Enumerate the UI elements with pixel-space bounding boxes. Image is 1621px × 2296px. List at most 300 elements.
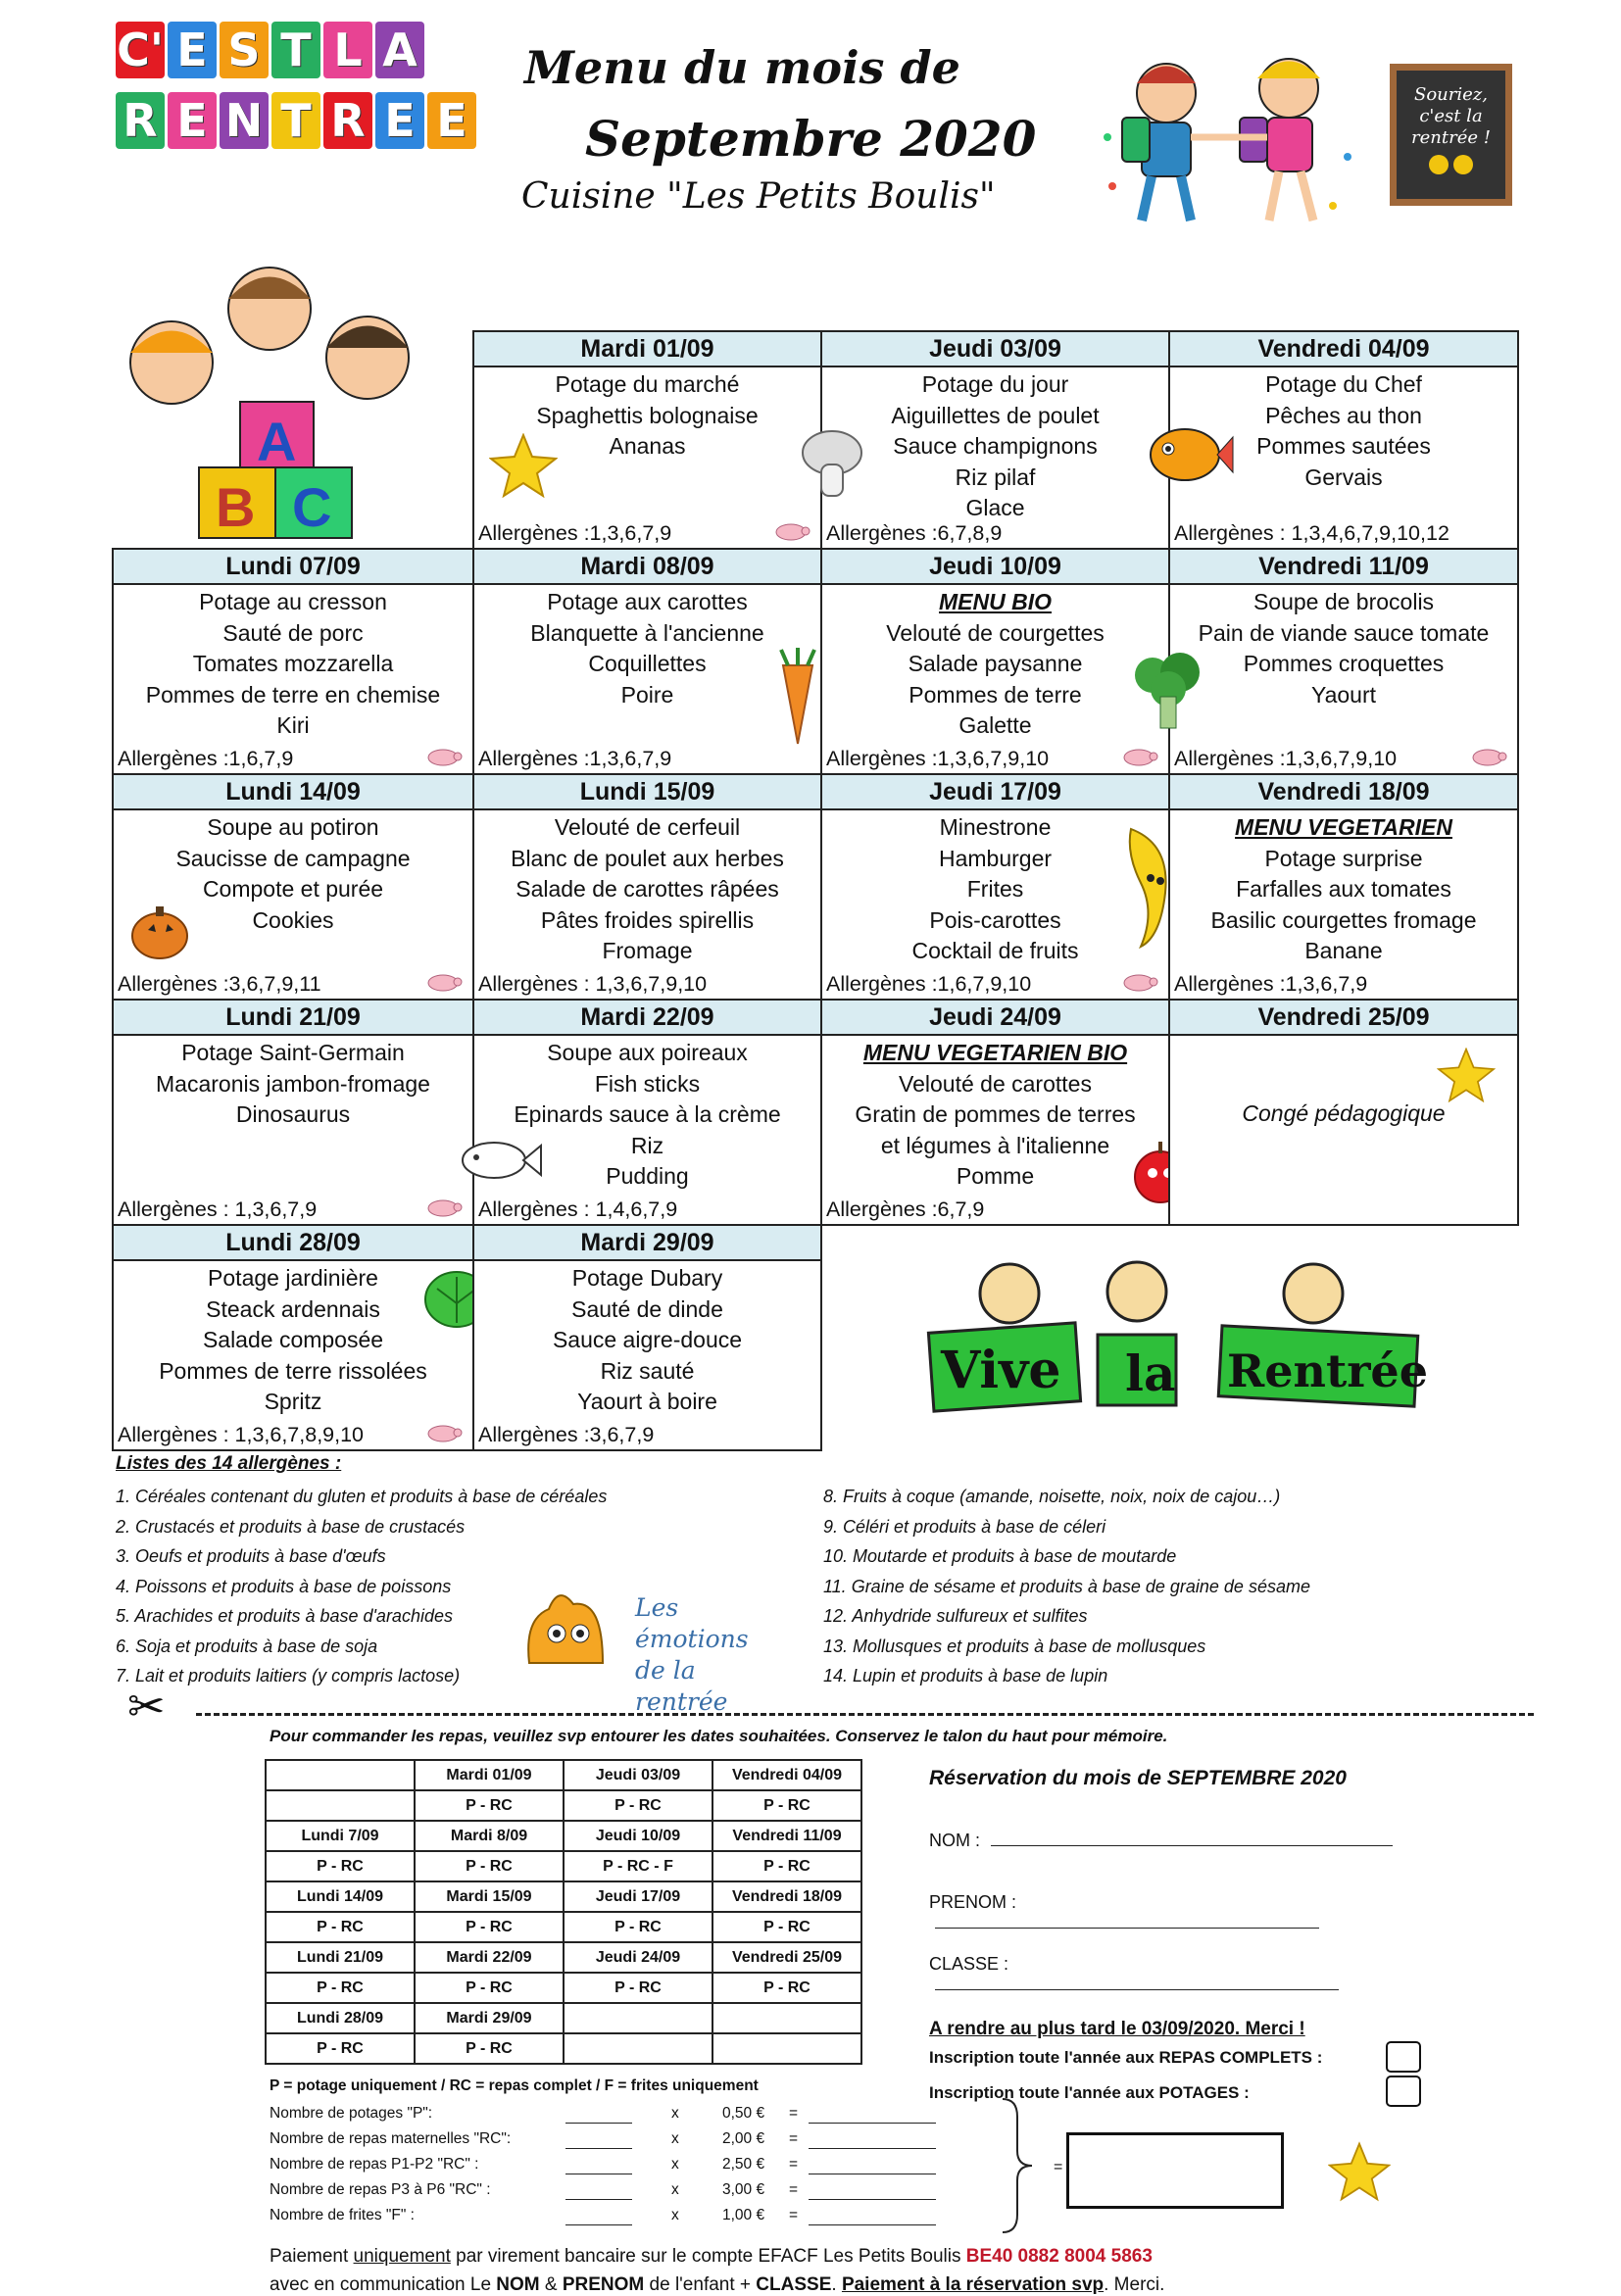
allergen-entry: 2. Crustacés et produits à base de crustacés xyxy=(116,1516,466,1537)
menu-items xyxy=(1170,810,1517,967)
order-date-cell: Vendredi 25/09 xyxy=(712,1942,861,1973)
classe-label: CLASSE : xyxy=(929,1954,1009,1974)
order-choice-cell[interactable]: P - RC xyxy=(564,1912,712,1942)
order-row xyxy=(266,1760,861,1790)
day-cell-vendredi-2509 xyxy=(1168,999,1519,1226)
order-choice-cell[interactable]: P - RC xyxy=(712,1790,861,1821)
day-cell-vendredi-0409 xyxy=(1168,330,1519,550)
menu-item: Minestrone xyxy=(939,814,1052,840)
pig-icon xyxy=(1121,748,1158,767)
order-row xyxy=(266,1973,861,2003)
times-sign: x xyxy=(671,2130,679,2147)
year-full-checkbox[interactable] xyxy=(1386,2041,1421,2073)
day-cell-lundi-1509 xyxy=(472,773,822,1001)
logo-letter: S xyxy=(220,22,269,78)
allergens: Allergènes :1,6,7,9,10 xyxy=(826,972,1032,996)
menu-item: Hamburger xyxy=(938,845,1053,871)
menu-item: Glace xyxy=(965,495,1025,520)
logo-letter: C' xyxy=(117,24,164,76)
order-choice-cell[interactable]: P - RC xyxy=(415,1790,564,1821)
menu-special-label: MENU VEGETARIEN xyxy=(1235,814,1452,840)
logo-letter: L xyxy=(323,22,372,78)
menu-item: Spritz xyxy=(264,1389,322,1414)
equals-sign: = xyxy=(789,2156,799,2173)
day-cell-lundi-2109 xyxy=(112,999,474,1226)
menu-items xyxy=(114,1036,472,1131)
pig-icon xyxy=(1121,973,1158,993)
menu-item: Pommes de terre rissolées xyxy=(159,1357,427,1384)
menu-item: Kiri xyxy=(276,712,310,738)
count-label: Nombre de frites "F" : xyxy=(270,2207,415,2223)
order-date-cell: Mardi 29/09 xyxy=(415,2003,564,2033)
day-header: Lundi 21/09 xyxy=(114,1001,472,1036)
menu-item: Dinosaurus xyxy=(235,1101,351,1127)
menu-items xyxy=(474,810,820,967)
menu-item: Pain de viande sauce tomate xyxy=(1198,619,1490,646)
day-cell-vendredi-1109 xyxy=(1168,548,1519,775)
order-date-cell: Lundi 7/09 xyxy=(266,1821,415,1851)
menu-item: Velouté de cerfeuil xyxy=(554,814,741,840)
menu-item: Compote et purée xyxy=(202,876,384,902)
menu-item: Potage jardinière xyxy=(208,1265,378,1291)
allergens: Allergènes : 1,3,6,7,9 xyxy=(118,1197,318,1221)
allergen-entry: 3. Oeufs et produits à base d'œufs xyxy=(116,1546,386,1566)
count-input[interactable] xyxy=(565,2207,632,2225)
scissors-icon: ✂ xyxy=(127,1681,166,1732)
count-label: Nombre de repas maternelles "RC": xyxy=(270,2130,512,2147)
menu-item: Salade paysanne xyxy=(908,651,1083,676)
allergens: Allergènes :6,7,9 xyxy=(826,1197,985,1221)
day-header: Lundi 28/09 xyxy=(114,1226,472,1261)
la-word: la xyxy=(1125,1344,1176,1402)
count-row xyxy=(270,2130,956,2156)
count-row xyxy=(270,2207,956,2232)
day-header: Jeudi 10/09 xyxy=(822,550,1168,585)
allergen-entry: 7. Lait et produits laitiers (y compris lactose) xyxy=(116,1666,461,1685)
block-letter-b: B xyxy=(216,476,256,538)
pig-icon xyxy=(425,748,463,767)
day-cell-mardi-0109 xyxy=(472,330,822,550)
logo-letter: E xyxy=(168,92,217,149)
menu-items xyxy=(114,1261,472,1418)
menu-item: Soupe au potiron xyxy=(207,814,379,840)
menu-item: Sauté de dinde xyxy=(571,1295,723,1322)
allergens: Allergènes :1,3,6,7,9,10 xyxy=(826,747,1050,770)
menu-item: Banane xyxy=(1304,938,1383,963)
unit-price: 2,50 € xyxy=(722,2156,765,2173)
allergens: Allergènes :3,6,7,9,11 xyxy=(118,972,321,996)
holiday-note: Congé pédagogique xyxy=(1242,1100,1446,1126)
menu-item: Macaronis jambon-fromage xyxy=(156,1070,430,1097)
block-letter-a: A xyxy=(257,411,297,472)
vive-word: Vive xyxy=(941,1341,1061,1400)
payment-text: CLASSE xyxy=(756,2274,832,2295)
menu-item: Cocktail de fruits xyxy=(911,938,1079,963)
order-date-cell: Mardi 15/09 xyxy=(415,1881,564,1912)
reservation-title: Réservation du mois de SEPTEMBRE 2020 xyxy=(929,1767,1347,1789)
menu-item: Potage Dubary xyxy=(571,1265,723,1291)
menu-item: Pomme xyxy=(956,1163,1035,1189)
payment-text: uniquement xyxy=(353,2246,451,2267)
menu-item: Basilic courgettes fromage xyxy=(1210,906,1477,933)
order-row xyxy=(266,1912,861,1942)
subtotal-input[interactable] xyxy=(809,2181,936,2200)
order-table xyxy=(265,1759,862,2065)
order-date-cell: Vendredi 18/09 xyxy=(712,1881,861,1912)
order-choice-cell[interactable]: P - RC xyxy=(266,2033,415,2064)
allergen-entry: 13. Mollusques et produits à base de mollusques xyxy=(823,1636,1206,1656)
menu-item: Sauté de porc xyxy=(222,619,364,646)
iban: BE40 0882 8004 5863 xyxy=(965,2246,1153,2267)
menu-item: Riz xyxy=(630,1132,664,1158)
order-row xyxy=(266,1821,861,1851)
payment-text: de l'enfant + xyxy=(644,2274,757,2295)
mushroom-icon xyxy=(798,425,866,504)
order-choice-cell[interactable]: P - RC - F xyxy=(564,1851,712,1881)
allergens: Allergènes :1,3,6,7,9 xyxy=(478,521,672,545)
star-icon xyxy=(489,433,558,498)
prenom-label: PRENOM : xyxy=(929,1892,1017,1912)
day-header: Mardi 29/09 xyxy=(474,1226,820,1261)
times-sign: x xyxy=(671,2207,679,2223)
payment-text: NOM xyxy=(496,2274,540,2295)
allergens: Allergènes :1,3,6,7,9 xyxy=(478,747,672,770)
count-row xyxy=(270,2105,956,2130)
order-row xyxy=(266,2003,861,2033)
menu-items xyxy=(474,1261,820,1418)
order-instructions: Pour commander les repas, veuillez svp entourer les dates souhaitées. Conservez le talon du haut pour mémoire. xyxy=(270,1727,1168,1745)
equals-sign: = xyxy=(789,2130,799,2147)
star-icon xyxy=(1328,2141,1391,2202)
chalkboard xyxy=(1390,64,1512,206)
logo-letter: E xyxy=(427,92,476,149)
menu-item: Coquillettes xyxy=(588,651,707,676)
count-label: Nombre de repas P3 à P6 "RC" : xyxy=(270,2181,491,2198)
allergen-entry: 12. Anhydride sulfureux et sulfites xyxy=(823,1606,1088,1626)
fish-outline-icon xyxy=(455,1136,543,1185)
prenom-field[interactable] xyxy=(929,1892,1409,1933)
menu-item: Potage du Chef xyxy=(1265,371,1422,397)
menu-items xyxy=(822,585,1168,742)
star-icon xyxy=(1437,1048,1496,1102)
menu-items xyxy=(822,1036,1168,1193)
subtotal-input[interactable] xyxy=(809,2156,936,2174)
pig-icon xyxy=(773,522,810,542)
logo-letter: T xyxy=(271,92,320,149)
order-date-cell: Jeudi 03/09 xyxy=(564,1760,712,1790)
order-date-cell: Jeudi 10/09 xyxy=(564,1821,712,1851)
day-header: Jeudi 17/09 xyxy=(822,775,1168,810)
day-cell-vendredi-1809 xyxy=(1168,773,1519,1001)
unit-price: 2,00 € xyxy=(722,2130,765,2147)
logo-line-1 xyxy=(116,22,478,78)
menu-item: Salade de carottes râpées xyxy=(516,876,779,902)
menu-item: Pommes sautées xyxy=(1256,433,1431,459)
menu-item: Pêches au thon xyxy=(1265,402,1422,428)
menu-item: Riz pilaf xyxy=(955,464,1036,490)
order-choice-cell[interactable]: P - RC xyxy=(564,1973,712,2003)
pig-icon xyxy=(425,1424,463,1443)
payment-text: par virement bancaire sur le compte EFACF Les Petits Boulis xyxy=(450,2246,966,2267)
allergens: Allergènes : 1,4,6,7,9 xyxy=(478,1197,678,1221)
order-date-cell: Lundi 21/09 xyxy=(266,1942,415,1973)
menu-item: Pois-carottes xyxy=(929,906,1061,933)
order-choice-cell[interactable]: P - RC xyxy=(415,1851,564,1881)
pig-icon xyxy=(425,973,463,993)
menu-item: Velouté de carottes xyxy=(899,1070,1092,1097)
menu-item: Fish sticks xyxy=(594,1070,701,1097)
day-cell-jeudi-1009 xyxy=(820,548,1170,775)
allergen-entry: 4. Poissons et produits à base de poissons xyxy=(116,1576,452,1596)
year-soup-label: Inscription toute l'année aux POTAGES : xyxy=(929,2083,1250,2102)
order-date-cell: Mardi 8/09 xyxy=(415,1821,564,1851)
order-row xyxy=(266,1881,861,1912)
order-date-cell: Lundi 14/09 xyxy=(266,1881,415,1912)
allergen-entry: 5. Arachides et produits à base d'arachides xyxy=(116,1606,453,1626)
menu-items xyxy=(1170,585,1517,710)
count-input[interactable] xyxy=(565,2130,632,2149)
classe-field[interactable] xyxy=(929,1954,1419,1995)
logo-letter: N xyxy=(220,92,269,149)
count-label: Nombre de potages "P": xyxy=(270,2105,433,2122)
menu-item: Gratin de pommes de terres xyxy=(855,1101,1136,1127)
payment-text: avec en communication Le xyxy=(270,2274,497,2295)
allergens: Allergènes : 1,3,6,7,9,10 xyxy=(478,972,708,996)
menu-item: Poire xyxy=(620,681,674,708)
menu-item: Farfalles aux tomates xyxy=(1236,876,1451,902)
nom-label: NOM : xyxy=(929,1831,980,1850)
logo-letter: R xyxy=(323,92,372,149)
order-choice-cell[interactable]: P - RC xyxy=(266,1851,415,1881)
times-sign: x xyxy=(671,2105,679,2122)
menu-item: Pudding xyxy=(606,1163,689,1189)
allergen-entry: 1. Céréales contenant du gluten et produits à base de céréales xyxy=(116,1487,608,1506)
day-header: Vendredi 18/09 xyxy=(1170,775,1517,810)
emotion-monster-icon xyxy=(519,1580,613,1673)
count-rows xyxy=(270,2105,956,2232)
carrot-icon xyxy=(773,648,822,746)
day-cell-jeudi-1709 xyxy=(820,773,1170,1001)
total-box[interactable] xyxy=(1066,2132,1284,2209)
total-equals: = xyxy=(1054,2159,1063,2175)
menu-item: Steack ardennais xyxy=(206,1295,380,1322)
menu-item: Yaourt xyxy=(1310,681,1377,708)
logo-letter: E xyxy=(375,92,424,149)
kids-backpacks-illustration xyxy=(1093,39,1377,235)
menu-item: Potage du marché xyxy=(555,371,740,397)
menu-item: Cookies xyxy=(252,906,334,933)
day-cell-jeudi-0309 xyxy=(820,330,1170,550)
payment-line-1 xyxy=(270,2246,1153,2268)
order-date-cell: Vendredi 11/09 xyxy=(712,1821,861,1851)
menu-item: Yaourt à boire xyxy=(577,1389,717,1414)
year-soup-checkbox[interactable] xyxy=(1386,2076,1421,2107)
day-cell-lundi-2809 xyxy=(112,1224,474,1451)
page-title-line1: Menu du mois de xyxy=(524,41,960,94)
menu-item: Potage surprise xyxy=(1264,845,1423,871)
count-label: Nombre de repas P1-P2 "RC" : xyxy=(270,2156,479,2173)
count-input[interactable] xyxy=(565,2181,632,2200)
pumpkin-icon xyxy=(128,901,192,961)
year-full-label: Inscription toute l'année aux REPAS COMPLETS : xyxy=(929,2048,1323,2067)
menu-item: Potage au cresson xyxy=(199,589,387,614)
allergen-entry: 10. Moutarde et produits à base de moutarde xyxy=(823,1546,1177,1566)
menu-item: Blanquette à l'ancienne xyxy=(530,619,764,646)
order-legend: P = potage uniquement / RC = repas complet / F = frites uniquement xyxy=(270,2077,759,2094)
allergens-list-title: Listes des 14 allergènes : xyxy=(116,1453,342,1474)
menu-item: Potage du jour xyxy=(921,371,1069,397)
order-date-cell: Vendredi 04/09 xyxy=(712,1760,861,1790)
order-row xyxy=(266,1851,861,1881)
payment-line-2 xyxy=(270,2274,1164,2296)
menu-items xyxy=(114,585,472,742)
menu-item: Saucisse de campagne xyxy=(175,845,411,871)
menu-item: Gervais xyxy=(1304,464,1383,490)
menu-item: Potage Saint-Germain xyxy=(181,1040,405,1065)
order-choice-cell[interactable]: P - RC xyxy=(712,1912,861,1942)
order-row xyxy=(266,2033,861,2064)
allergens: Allergènes : 1,3,4,6,7,9,10,12 xyxy=(1174,521,1449,545)
payment-text: Paiement à la réservation svp xyxy=(841,2274,1105,2295)
logo-letter: E xyxy=(168,22,217,78)
order-row xyxy=(266,1790,861,1821)
count-input[interactable] xyxy=(565,2156,632,2174)
order-date-cell: Mardi 01/09 xyxy=(415,1760,564,1790)
menu-special-label: MENU BIO xyxy=(939,589,1052,614)
menu-item: Aiguillettes de poulet xyxy=(891,402,1100,428)
order-choice-cell xyxy=(712,2033,861,2064)
order-choice-cell[interactable]: P - RC xyxy=(266,1973,415,2003)
abc-blocks-illustration xyxy=(93,250,446,544)
broccoli-icon xyxy=(1131,648,1204,731)
day-header: Lundi 14/09 xyxy=(114,775,472,810)
logo-line-2 xyxy=(116,92,478,149)
order-date-cell: Lundi 28/09 xyxy=(266,2003,415,2033)
logo-letter: T xyxy=(271,22,320,78)
menu-item: Velouté de courgettes xyxy=(886,619,1105,646)
payment-text: PRENOM xyxy=(562,2274,645,2295)
times-sign: x xyxy=(671,2181,679,2198)
allergens: Allergènes :3,6,7,9 xyxy=(478,1423,655,1446)
allergen-entry: 8. Fruits à coque (amande, noisette, noix, noix de cajou…) xyxy=(823,1487,1281,1506)
order-date-cell xyxy=(712,2003,861,2033)
unit-price: 1,00 € xyxy=(722,2207,765,2223)
order-choice-cell[interactable]: P - RC xyxy=(564,1790,712,1821)
day-cell-mardi-2209 xyxy=(472,999,822,1226)
order-choice-cell[interactable]: P - RC xyxy=(415,1912,564,1942)
day-header: Vendredi 25/09 xyxy=(1170,1001,1517,1036)
day-header: Mardi 22/09 xyxy=(474,1001,820,1036)
payment-text: . xyxy=(831,2274,842,2295)
day-cell-lundi-0709 xyxy=(112,548,474,775)
menu-items xyxy=(474,585,820,710)
menu-item: Frites xyxy=(966,876,1024,902)
deadline-text: A rendre au plus tard le 03/09/2020. Merci ! xyxy=(929,2019,1305,2039)
menu-item: Pâtes froides spirellis xyxy=(540,906,755,933)
day-cell-mardi-0809 xyxy=(472,548,822,775)
unit-price: 3,00 € xyxy=(722,2181,765,2198)
menu-item: Pommes de terre xyxy=(909,681,1082,708)
count-row xyxy=(270,2181,956,2207)
count-input[interactable] xyxy=(565,2105,632,2124)
menu-item: Spaghettis bolognaise xyxy=(536,402,759,428)
block-letter-c: C xyxy=(292,476,332,538)
chalkboard-text: Souriez, c'est la rentrée ! xyxy=(1411,84,1491,148)
payment-text: . Merci. xyxy=(1104,2274,1165,2295)
menu-item: Sauce aigre-douce xyxy=(552,1327,743,1352)
allergens: Allergènes :1,3,6,7,9,10 xyxy=(1174,747,1398,770)
menu-item: Pommes croquettes xyxy=(1243,651,1445,676)
order-choice-cell[interactable]: P - RC xyxy=(712,1973,861,2003)
equals-sign: = xyxy=(789,2181,799,2198)
logo-letter: R xyxy=(116,92,165,149)
page-subtitle: Cuisine "Les Petits Boulis" xyxy=(521,176,996,217)
menu-special-label: MENU VEGETARIEN BIO xyxy=(862,1040,1128,1065)
allergens-list-right xyxy=(823,1482,1310,1691)
menu-item: et légumes à l'italienne xyxy=(880,1132,1110,1158)
order-choice-cell[interactable]: P - RC xyxy=(415,1973,564,2003)
menu-item: Blanc de poulet aux herbes xyxy=(511,845,784,871)
allergen-entry: 14. Lupin et produits à base de lupin xyxy=(823,1666,1108,1685)
count-row xyxy=(270,2156,956,2181)
menu-item: Tomates mozzarella xyxy=(192,651,394,676)
times-sign: x xyxy=(671,2156,679,2173)
subtotal-input[interactable] xyxy=(809,2105,936,2124)
allergen-entry: 11. Graine de sésame et produits à base de graine de sésame xyxy=(823,1576,1310,1596)
order-choice-cell[interactable]: P - RC xyxy=(415,2033,564,2064)
order-choice-cell[interactable]: P - RC xyxy=(712,1851,861,1881)
menu-item: Potage aux carottes xyxy=(547,589,748,614)
menu-item: Pommes de terre en chemise xyxy=(145,681,441,708)
day-header: Jeudi 03/09 xyxy=(822,332,1168,367)
brace-icon xyxy=(998,2097,1037,2234)
day-header: Mardi 08/09 xyxy=(474,550,820,585)
rentree-word: Rentrée xyxy=(1227,1344,1428,1397)
order-row xyxy=(266,1942,861,1973)
page-title-line2: Septembre 2020 xyxy=(585,110,1037,168)
subtotal-input[interactable] xyxy=(809,2207,936,2225)
day-header: Vendredi 11/09 xyxy=(1170,550,1517,585)
order-choice-cell[interactable]: P - RC xyxy=(266,1912,415,1942)
order-date-cell: Mardi 22/09 xyxy=(415,1942,564,1973)
allergens: Allergènes :1,3,6,7,9 xyxy=(1174,972,1368,996)
allergen-entry: 6. Soja et produits à base de soja xyxy=(116,1636,378,1656)
subtotal-input[interactable] xyxy=(809,2130,936,2149)
menu-item: Ananas xyxy=(609,433,686,459)
pig-icon xyxy=(425,1198,463,1218)
menu-item: Epinards sauce à la crème xyxy=(514,1101,781,1127)
menu-item: Galette xyxy=(958,712,1032,738)
day-header: Lundi 07/09 xyxy=(114,550,472,585)
emotions-label: Les émotions de la rentrée xyxy=(635,1593,749,1716)
order-choice-cell xyxy=(266,1790,415,1821)
menu-item: Sauce champignons xyxy=(893,433,1098,459)
day-header: Jeudi 24/09 xyxy=(822,1001,1168,1036)
equals-sign: = xyxy=(789,2105,799,2122)
payment-text: Paiement xyxy=(270,2246,354,2267)
order-choice-cell xyxy=(564,2033,712,2064)
menu-item: Riz sauté xyxy=(600,1357,695,1384)
fish-icon xyxy=(1141,415,1234,494)
cut-line xyxy=(196,1713,1534,1716)
pig-icon xyxy=(1470,748,1507,767)
menu-items xyxy=(822,367,1168,524)
logo-cest-la-rentree xyxy=(116,22,478,149)
order-date-cell: Jeudi 24/09 xyxy=(564,1942,712,1973)
day-cell-mardi-2909 xyxy=(472,1224,822,1451)
allergens: Allergènes : 1,3,6,7,8,9,10 xyxy=(118,1423,365,1446)
nom-field[interactable] xyxy=(929,1831,1409,1851)
